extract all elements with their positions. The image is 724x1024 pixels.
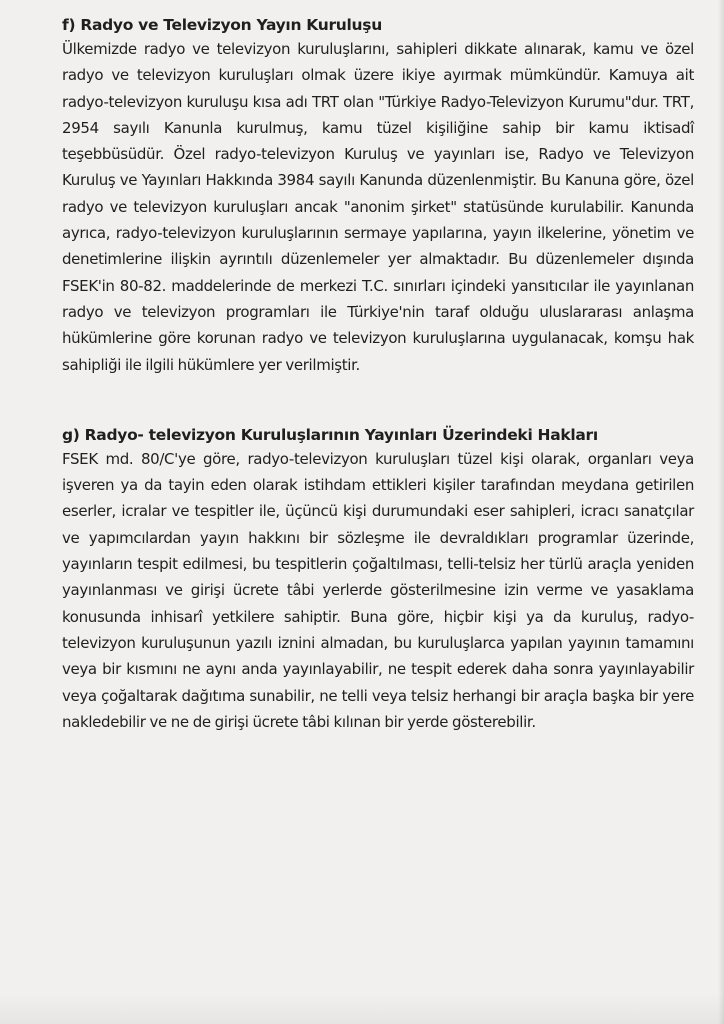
- page-bottom-shade: [0, 994, 724, 1024]
- page-edge-shadow: [718, 0, 724, 1024]
- section-paragraph-g: FSEK md. 80/C'ye göre, radyo-televizyon kuruluşları tüzel kişi olarak, organları veya işveren ya da tayin eden olarak istihdam ettikleri kişiler tarafından meydana getirilen eserler, icralar ve tespitler ile, üçüncü kişi durumundaki eser sahipleri, icracı sanatçılar ve yapımcılardan yayın hakkını bir sözleşme ile devraldıkları programlar üzerinde, yayınların tespit edilmesi, bu tespitlerin çoğaltılması, telli-telsiz her türlü araçla yeniden yayınlanması ve girişi ücrete tâbi yerlerde gösterilmesine izin verme ve yasaklama konusunda inhisarî yetkilere sahiptir. Buna göre, hiçbir kişi ya da kuruluş, radyo-televizyon kuruluşunun yazılı iznini almadan, bu kuruluşlarca yapılan yayının tamamını veya bir kısmını ne aynı anda yayınlayabilir, ne tespit ederek daha sonra yayınlayabilir veya çoğaltarak dağıtıma sunabilir, ne telli veya telsiz herhangi bir araçla başka bir yere nakledebilir ve ne de girişi ücrete tâbi kılınan bir yerde gösterebilir.: [62, 449, 694, 731]
- section-paragraph-f: Ülkemizde radyo ve televizyon kuruluşlarını, sahipleri dikkate alınarak, kamu ve özel radyo ve televizyon kuruluşları olmak üzere ikiye ayırmak mümkündür. Kamuya ait radyo-televizyon kuruluşu kısa adı TRT olan "Türkiye Radyo-Televizyon Kurumu"dur. TRT, 2954 sayılı Kanunla kurulmuş, kamu tüzel kişiliğine sahip bir kamu iktisadî teşebbüsüdür. Özel radyo-televizyon Kuruluş ve yayınları ise, Radyo ve Televizyon Kuruluş ve Yayınları Hakkında 3984 sayılı Kanunda düzenlenmiştir. Bu Kanuna göre, özel radyo ve televizyon kuruluşları ancak "anonim şirket" statüsünde kurulabilir. Kanunda ayrıca, radyo-televizyon kuruluşlarının sermaye yapılarına, yayın ilkelerine, yönetim ve denetimlerine ilişkin ayrıntılı düzenlemeler yer almaktadır. Bu düzenlemeler dışında FSEK'in 80-82. maddelerinde de merkezi T.C. sınırları içindeki yansıtıcılar ile yayınlanan radyo ve televizyon programları ile Türkiye'nin taraf olduğu uluslararası anlaşma hükümlerine göre korunan radyo ve televizyon kuruluşlarına uygulanacak, komşu hak sahipliği ile ilgili hükümlere yer verilmiştir.: [62, 40, 694, 374]
- section-gap: [62, 378, 694, 424]
- section-heading-f: f) Radyo ve Televizyon Yayın Kuruluşu: [62, 16, 382, 34]
- section-heading-g: g) Radyo- televizyon Kuruluşlarının Yayınları Üzerindeki Hakları: [62, 425, 598, 444]
- section-f: [62, 14, 694, 378]
- section-g: [62, 424, 694, 735]
- document-page: [62, 14, 694, 735]
